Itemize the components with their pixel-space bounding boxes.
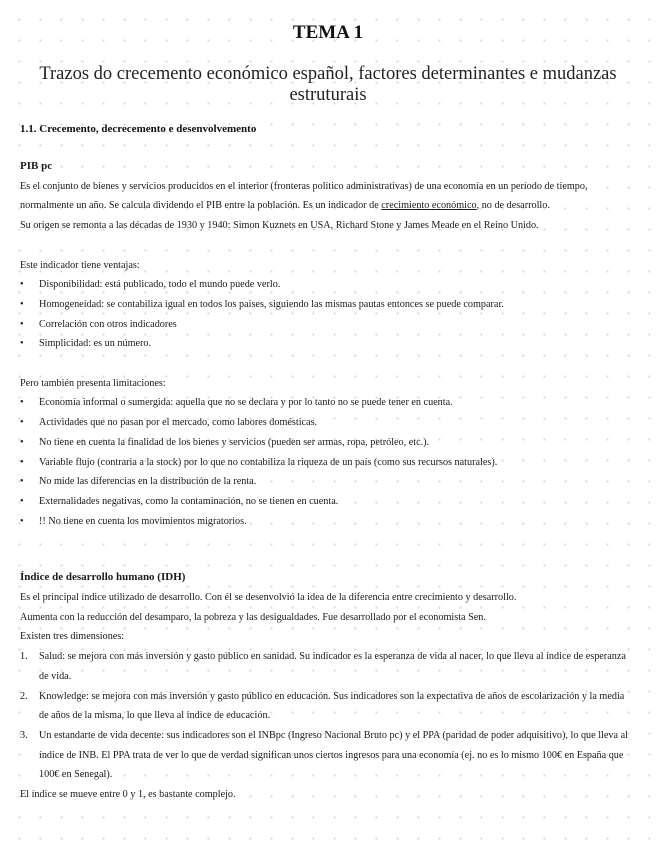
idh-heading: Índice de desarrollo humano (IDH) xyxy=(20,571,186,584)
idh-dimensions-intro: Existen tres dimensiones: xyxy=(20,631,125,643)
advantage-item: • Correlación con otros indicadores xyxy=(20,315,632,335)
dimensions-list xyxy=(20,647,632,785)
dimension-number: 3. xyxy=(20,729,28,741)
dimension-number: 2. xyxy=(20,690,28,702)
dimension-item xyxy=(20,647,632,686)
spacer xyxy=(20,531,632,568)
idh-development: Aumenta con la reducción del desamparo, la pobreza y las desigualdades. Fue desarrollado por el economista Sen. xyxy=(20,611,486,623)
limitations-list xyxy=(20,393,632,531)
limitation-item: • Economía informal o sumergida: aquella que no se declara y por lo tanto no se puede tener en cuenta. xyxy=(20,393,632,413)
spacer xyxy=(20,354,632,374)
section-heading: 1.1. Crecemento, decrecemento e desenvolvemento xyxy=(20,123,257,135)
dimension-text: Knowledge: se mejora con más inversión y gasto público en educación. Sus indicadores son la expectativa de años de escolarización y la media de años de la misma, lo que lleva al índice de educación. xyxy=(39,690,625,722)
limitation-item: • Variable flujo (contraria a la stock) por lo que no contabiliza la riqueza de un país (como sus recursos naturales). xyxy=(20,453,632,473)
page-subtitle: Trazos do crecemento económico español, factores determinantes e mudanzas estruturais xyxy=(39,64,617,105)
pib-definition-start: Es el conjunto de bienes y servicios producidos en el interior (fronteras político administrativas) de una economía en un período de tiempo, normalmente un año. Se calcula dividendo el PIB entre la población. Es un indicador de xyxy=(20,180,588,212)
advantage-item: • Simplicidad: es un número. xyxy=(20,334,632,354)
limitations-intro: Pero también presenta limitaciones: xyxy=(20,377,166,389)
limitation-item: • No tiene en cuenta la finalidad de los bienes y servicios (pueden ser armas, ropa, petróleo, etc.). xyxy=(20,433,632,453)
limitation-item: • Actividades que no pasan por el mercado, como labores domésticas. xyxy=(20,413,632,433)
pib-heading: PIB pc xyxy=(20,160,53,172)
dimension-text: Un estandarte de vida decente: sus indicadores son el INBpc (Ingreso Nacional Bruto pc) y el PPA (paridad de poder adquisitivo), lo que lleva al índice de INB. El PPA trata de ver lo que de verdad significan unos ciertos ingresos para una economía (ej. no es lo mismo 100€ en España que 100€ en Senegal). xyxy=(39,729,628,781)
advantages-list xyxy=(20,275,632,354)
pib-origin: Su origen se remonta a las décadas de 1930 y 1940: Simon Kuznets en USA, Richard Stone y James Meade en el Reino Unido. xyxy=(20,220,539,232)
advantage-item: • Homogeneidad: se contabiliza igual en todos los países, siguiendo las mismas pautas entonces se puede comparar. xyxy=(20,295,632,315)
crecimiento-economico-link[interactable]: crecimiento económico xyxy=(381,200,477,212)
dimension-text: Salud: se mejora con más inversión y gasto público en sanidad. Su indicador es la esperanza de vida al nacer, lo que lleva al índice de esperanza de vida. xyxy=(39,651,626,682)
idh-intro: Es el principal índice utilizado de desarrollo. Con él se desenvolvió la idea de la diferencia entre crecimiento y desarrollo. xyxy=(20,592,517,604)
advantage-item: • Disponibilidad: está publicado, todo el mundo puede verlo. xyxy=(20,275,632,295)
page-title: TEMA 1 xyxy=(292,22,364,43)
pib-definition-end: , no de desarrollo. xyxy=(476,200,550,212)
advantages-intro: Este indicador tiene ventajas: xyxy=(20,259,140,271)
document-body xyxy=(20,157,632,805)
dimension-item xyxy=(20,687,632,726)
limitation-item: • No mide las diferencias en la distribución de la renta. xyxy=(20,472,632,492)
limitation-item: • !! No tiene en cuenta los movimientos migratorios. xyxy=(20,512,632,532)
idh-closing: El índice se mueve entre 0 y 1, es bastante complejo. xyxy=(20,789,236,801)
pib-definition xyxy=(20,177,632,216)
dimension-item xyxy=(20,726,632,785)
limitation-item: • Externalidades negativas, como la contaminación, no se tienen en cuenta. xyxy=(20,492,632,512)
spacer xyxy=(20,236,632,256)
dimension-number: 1. xyxy=(20,651,28,663)
